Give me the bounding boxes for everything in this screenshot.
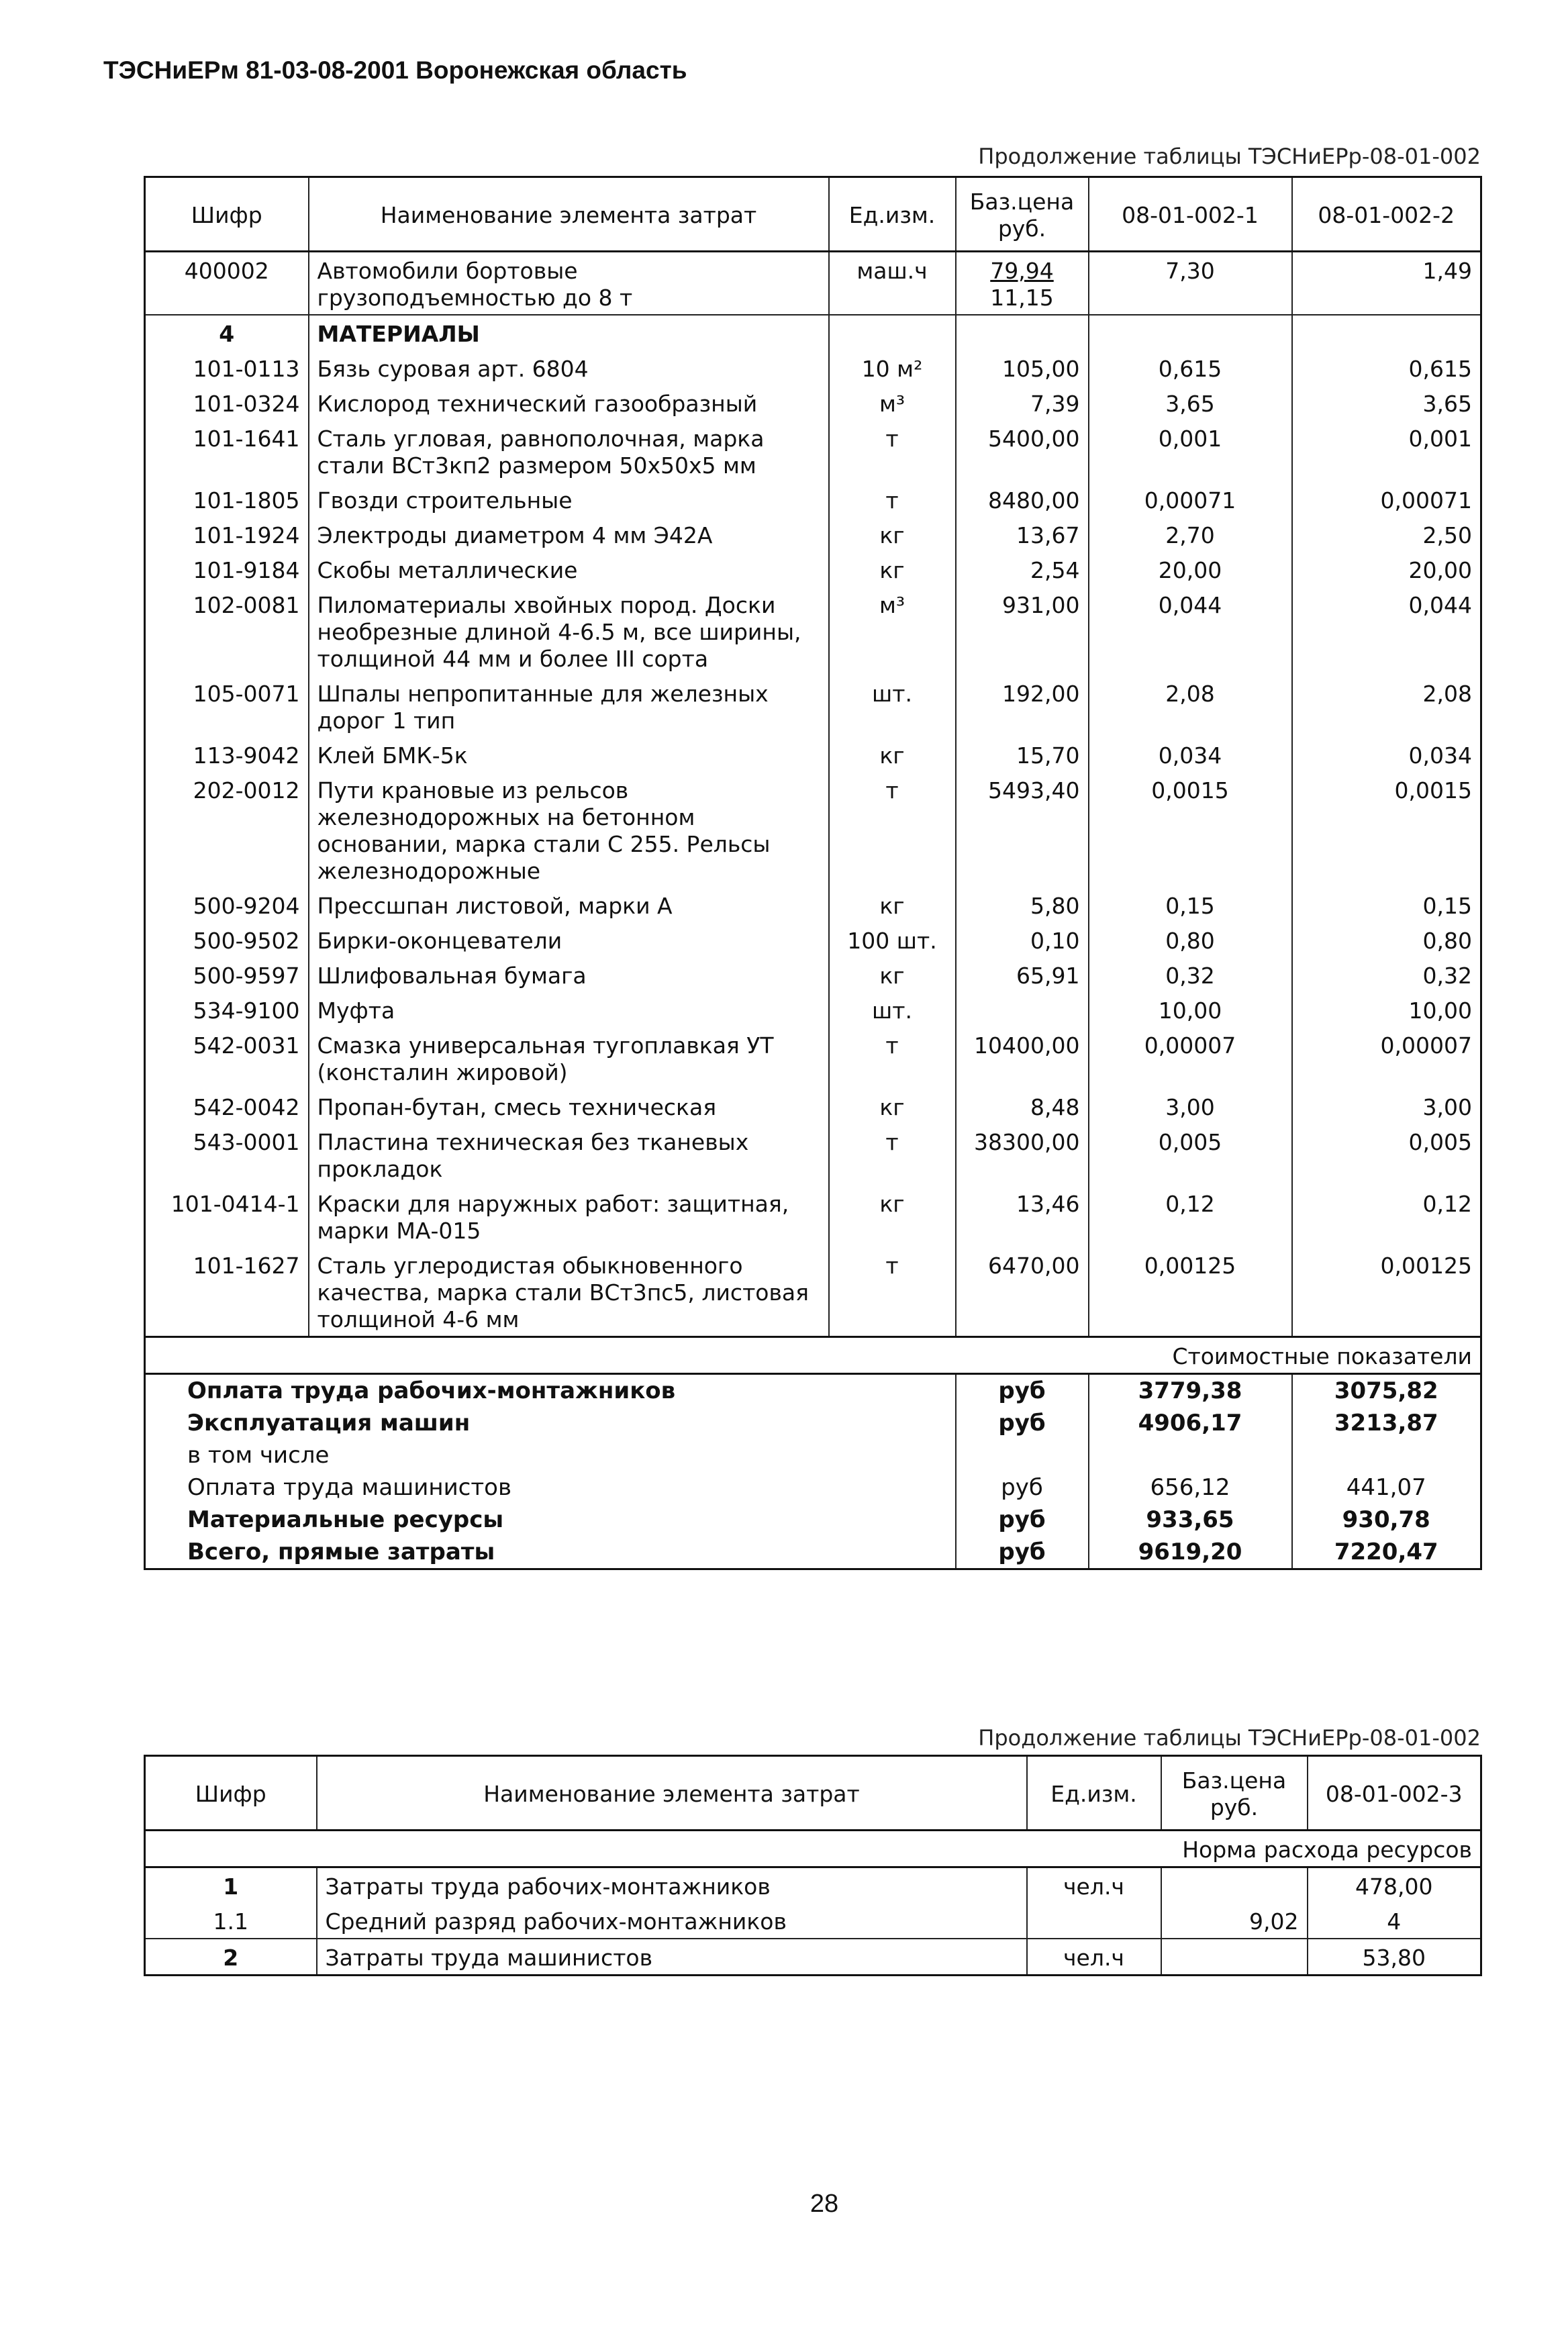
table-header-row bbox=[145, 1756, 1481, 1831]
table-row bbox=[145, 772, 1481, 887]
row-value-2: 2,50 bbox=[1292, 517, 1481, 552]
summary-unit bbox=[956, 1439, 1089, 1471]
row-code: 1 bbox=[145, 1867, 317, 1904]
table-row bbox=[145, 992, 1481, 1027]
row-value-1: 0,80 bbox=[1089, 922, 1292, 957]
row-code: 105-0071 bbox=[145, 675, 309, 737]
row-value-1: 7,30 bbox=[1089, 252, 1292, 315]
summary-label: Эксплуатация машин bbox=[145, 1407, 956, 1439]
row-unit: кг bbox=[829, 552, 956, 587]
row-value-1: 20,00 bbox=[1089, 552, 1292, 587]
row-unit: кг bbox=[829, 1089, 956, 1124]
row-price: 5400,00 bbox=[956, 420, 1089, 482]
row-unit: кг bbox=[829, 1185, 956, 1247]
row-price: 192,00 bbox=[956, 675, 1089, 737]
norm-header: Норма расхода ресурсов bbox=[145, 1831, 1481, 1867]
summary-row bbox=[145, 1439, 1481, 1471]
row-value: 4 bbox=[1308, 1903, 1481, 1939]
summary-value-1 bbox=[1089, 1439, 1292, 1471]
table-row bbox=[145, 675, 1481, 737]
row-code: 542-0031 bbox=[145, 1027, 309, 1089]
table-row bbox=[145, 887, 1481, 922]
row-unit: чел.ч bbox=[1027, 1939, 1161, 1976]
table-header-row bbox=[145, 177, 1481, 252]
summary-label: Материальные ресурсы bbox=[145, 1504, 956, 1536]
row-unit: кг bbox=[829, 887, 956, 922]
cost-header: Стоимостные показатели bbox=[145, 1337, 1481, 1374]
summary-unit: руб bbox=[956, 1471, 1089, 1504]
cost-header-row bbox=[145, 1337, 1481, 1374]
row-name: Шпалы непропитанные для железных дорог 1 тип bbox=[309, 675, 829, 737]
row-name: Скобы металлические bbox=[309, 552, 829, 587]
row-value-2: 0,044 bbox=[1292, 587, 1481, 675]
summary-value-2: 930,78 bbox=[1292, 1504, 1481, 1536]
row-value-1: 0,32 bbox=[1089, 957, 1292, 992]
row-value-1: 2,08 bbox=[1089, 675, 1292, 737]
row-price bbox=[1161, 1867, 1308, 1904]
table-row bbox=[145, 922, 1481, 957]
row-value-2: 0,034 bbox=[1292, 737, 1481, 772]
summary-label: в том числе bbox=[145, 1439, 956, 1471]
row-value-2: 10,00 bbox=[1292, 992, 1481, 1027]
row-price: 13,67 bbox=[956, 517, 1089, 552]
col-header-code: Шифр bbox=[145, 1756, 317, 1831]
row-code: 101-0113 bbox=[145, 350, 309, 385]
row-code: 101-1627 bbox=[145, 1247, 309, 1337]
row-unit: кг bbox=[829, 517, 956, 552]
row-name: Сталь угловая, равнополочная, марка стали ВСт3кп2 размером 50х50х5 мм bbox=[309, 420, 829, 482]
row-unit: 10 м² bbox=[829, 350, 956, 385]
row-price: 9,02 bbox=[1161, 1903, 1308, 1939]
row-name: Пути крановые из рельсов железнодорожных на бетонном основании, марка стали С 255. Рельсы железнодорожные bbox=[309, 772, 829, 887]
summary-value-2: 3213,87 bbox=[1292, 1407, 1481, 1439]
price-labor-value: 11,15 bbox=[990, 285, 1054, 311]
row-unit: т bbox=[829, 1247, 956, 1337]
table-row bbox=[145, 552, 1481, 587]
row-value-1: 0,005 bbox=[1089, 1124, 1292, 1185]
row-name: Муфта bbox=[309, 992, 829, 1027]
row-unit: шт. bbox=[829, 992, 956, 1027]
table-row bbox=[145, 587, 1481, 675]
row-value-2: 0,0015 bbox=[1292, 772, 1481, 887]
row-code: 101-1641 bbox=[145, 420, 309, 482]
row-code: 101-0324 bbox=[145, 385, 309, 420]
row-value-1: 0,044 bbox=[1089, 587, 1292, 675]
summary-unit: руб bbox=[956, 1504, 1089, 1536]
row-price: 7,39 bbox=[956, 385, 1089, 420]
row-value-2: 0,80 bbox=[1292, 922, 1481, 957]
row-value-2: 3,00 bbox=[1292, 1089, 1481, 1124]
summary-value-2: 7220,47 bbox=[1292, 1536, 1481, 1569]
table-row bbox=[145, 385, 1481, 420]
row-name: Средний разряд рабочих-монтажников bbox=[317, 1903, 1027, 1939]
table-continuation-label-2: Продолжение таблицы ТЭСНиЕРр-08-01-002 bbox=[978, 1725, 1481, 1751]
row-code: 500-9204 bbox=[145, 887, 309, 922]
row-value-2: 0,00007 bbox=[1292, 1027, 1481, 1089]
row-name: Бирки-оконцеватели bbox=[309, 922, 829, 957]
row-code: 101-1805 bbox=[145, 482, 309, 517]
page-number: 28 bbox=[810, 2190, 839, 2218]
table-row bbox=[145, 1124, 1481, 1185]
row-price bbox=[956, 992, 1089, 1027]
table-row bbox=[145, 517, 1481, 552]
price-value: 79,94 bbox=[990, 258, 1054, 284]
summary-label: Оплата труда машинистов bbox=[145, 1471, 956, 1504]
summary-value-1: 933,65 bbox=[1089, 1504, 1292, 1536]
row-value-1: 3,65 bbox=[1089, 385, 1292, 420]
summary-unit: руб bbox=[956, 1536, 1089, 1569]
row-name: Шлифовальная бумага bbox=[309, 957, 829, 992]
row-price: 5493,40 bbox=[956, 772, 1089, 887]
summary-unit: руб bbox=[956, 1374, 1089, 1408]
row-code: 101-9184 bbox=[145, 552, 309, 587]
row-price: 931,00 bbox=[956, 587, 1089, 675]
table-row bbox=[145, 1939, 1481, 1976]
row-price: 8,48 bbox=[956, 1089, 1089, 1124]
row-price: 65,91 bbox=[956, 957, 1089, 992]
resource-table bbox=[144, 176, 1482, 1570]
row-value-1: 3,00 bbox=[1089, 1089, 1292, 1124]
row-name: Прессшпан листовой, марки А bbox=[309, 887, 829, 922]
row-unit: т bbox=[829, 772, 956, 887]
summary-value-2: 3075,82 bbox=[1292, 1374, 1481, 1408]
row-unit: 100 шт. bbox=[829, 922, 956, 957]
row-value-1: 2,70 bbox=[1089, 517, 1292, 552]
row-unit: кг bbox=[829, 737, 956, 772]
summary-row bbox=[145, 1504, 1481, 1536]
col-header-unit: Ед.изм. bbox=[829, 177, 956, 252]
row-price: 5,80 bbox=[956, 887, 1089, 922]
row-code: 542-0042 bbox=[145, 1089, 309, 1124]
col-header-name: Наименование элемента затрат bbox=[309, 177, 829, 252]
row-value-2: 0,001 bbox=[1292, 420, 1481, 482]
table-row bbox=[145, 1903, 1481, 1939]
row-value: 478,00 bbox=[1308, 1867, 1481, 1904]
row-value-1: 0,00125 bbox=[1089, 1247, 1292, 1337]
row-name: Кислород технический газообразный bbox=[309, 385, 829, 420]
document-header: ТЭСНиЕРм 81-03-08-2001 Воронежская область bbox=[103, 56, 687, 84]
col-header-variant-1: 08-01-002-1 bbox=[1089, 177, 1292, 252]
row-name: Пластина техническая без тканевых прокладок bbox=[309, 1124, 829, 1185]
row-value-2: 3,65 bbox=[1292, 385, 1481, 420]
row-unit: т bbox=[829, 1124, 956, 1185]
row-unit: м³ bbox=[829, 385, 956, 420]
row-value-1: 0,001 bbox=[1089, 420, 1292, 482]
row-unit: т bbox=[829, 420, 956, 482]
row-name: Краски для наружных работ: защитная, марки МА-015 bbox=[309, 1185, 829, 1247]
table-row bbox=[145, 350, 1481, 385]
row-unit: кг bbox=[829, 957, 956, 992]
row-code: 543-0001 bbox=[145, 1124, 309, 1185]
table-row bbox=[145, 420, 1481, 482]
summary-row bbox=[145, 1407, 1481, 1439]
table-continuation-label: Продолжение таблицы ТЭСНиЕРр-08-01-002 bbox=[978, 144, 1481, 169]
row-value-1: 0,15 bbox=[1089, 887, 1292, 922]
row-name: Затраты труда машинистов bbox=[317, 1939, 1027, 1976]
row-value-2: 1,49 bbox=[1292, 252, 1481, 315]
row-name: Автомобили бортовые грузоподъемностью до 8 т bbox=[309, 252, 829, 315]
col-header-name: Наименование элемента затрат bbox=[317, 1756, 1027, 1831]
row-name: Пиломатериалы хвойных пород. Доски необрезные длиной 4-6.5 м, все ширины, толщиной 44 мм и более III сорта bbox=[309, 587, 829, 675]
row-value-1: 10,00 bbox=[1089, 992, 1292, 1027]
row-value-2: 0,15 bbox=[1292, 887, 1481, 922]
row-value-2: 0,00071 bbox=[1292, 482, 1481, 517]
summary-value-2 bbox=[1292, 1439, 1481, 1471]
row-unit: т bbox=[829, 482, 956, 517]
row-unit bbox=[1027, 1903, 1161, 1939]
row-name: Электроды диаметром 4 мм Э42А bbox=[309, 517, 829, 552]
labor-table bbox=[144, 1755, 1482, 1976]
row-value-2: 0,12 bbox=[1292, 1185, 1481, 1247]
table-row bbox=[145, 957, 1481, 992]
col-header-price: Баз.цена руб. bbox=[956, 177, 1089, 252]
row-unit: м³ bbox=[829, 587, 956, 675]
row-value-2: 2,08 bbox=[1292, 675, 1481, 737]
summary-row bbox=[145, 1374, 1481, 1408]
table-row bbox=[145, 1247, 1481, 1337]
row-code: 500-9597 bbox=[145, 957, 309, 992]
table-row bbox=[145, 1185, 1481, 1247]
row-code: 102-0081 bbox=[145, 587, 309, 675]
row-price bbox=[1161, 1939, 1308, 1976]
row-unit: чел.ч bbox=[1027, 1867, 1161, 1904]
summary-row bbox=[145, 1471, 1481, 1504]
row-name: Гвозди строительные bbox=[309, 482, 829, 517]
row-name: Затраты труда рабочих-монтажников bbox=[317, 1867, 1027, 1904]
summary-value-1: 656,12 bbox=[1089, 1471, 1292, 1504]
row-price: 38300,00 bbox=[956, 1124, 1089, 1185]
summary-row bbox=[145, 1536, 1481, 1569]
machine-row bbox=[145, 252, 1481, 315]
row-value-1: 0,00071 bbox=[1089, 482, 1292, 517]
row-value-2: 0,32 bbox=[1292, 957, 1481, 992]
row-unit: т bbox=[829, 1027, 956, 1089]
row-value-1: 0,12 bbox=[1089, 1185, 1292, 1247]
row-value-2: 0,615 bbox=[1292, 350, 1481, 385]
row-value-2: 0,005 bbox=[1292, 1124, 1481, 1185]
row-code: 101-0414-1 bbox=[145, 1185, 309, 1247]
row-code: 113-9042 bbox=[145, 737, 309, 772]
row-name: Смазка универсальная тугоплавкая УТ (консталин жировой) bbox=[309, 1027, 829, 1089]
row-name: Бязь суровая арт. 6804 bbox=[309, 350, 829, 385]
norm-header-row bbox=[145, 1831, 1481, 1867]
summary-value-2: 441,07 bbox=[1292, 1471, 1481, 1504]
row-value-1: 0,00007 bbox=[1089, 1027, 1292, 1089]
row-value-1: 0,615 bbox=[1089, 350, 1292, 385]
row-name: Клей БМК-5к bbox=[309, 737, 829, 772]
summary-value-1: 4906,17 bbox=[1089, 1407, 1292, 1439]
row-value-2: 20,00 bbox=[1292, 552, 1481, 587]
row-price: 13,46 bbox=[956, 1185, 1089, 1247]
row-value: 53,80 bbox=[1308, 1939, 1481, 1976]
row-price: 8480,00 bbox=[956, 482, 1089, 517]
row-value-2: 0,00125 bbox=[1292, 1247, 1481, 1337]
row-code: 2 bbox=[145, 1939, 317, 1976]
row-price: 15,70 bbox=[956, 737, 1089, 772]
section-row bbox=[145, 315, 1481, 350]
row-value-1: 0,0015 bbox=[1089, 772, 1292, 887]
row-price: 105,00 bbox=[956, 350, 1089, 385]
row-price bbox=[956, 252, 1089, 315]
summary-label: Оплата труда рабочих-монтажников bbox=[145, 1374, 956, 1408]
section-number: 4 bbox=[145, 315, 309, 350]
col-header-unit: Ед.изм. bbox=[1027, 1756, 1161, 1831]
col-header-variant-3: 08-01-002-3 bbox=[1308, 1756, 1481, 1831]
summary-value-1: 9619,20 bbox=[1089, 1536, 1292, 1569]
table-row bbox=[145, 737, 1481, 772]
summary-label: Всего, прямые затраты bbox=[145, 1536, 956, 1569]
col-header-price: Баз.цена руб. bbox=[1161, 1756, 1308, 1831]
table-row bbox=[145, 482, 1481, 517]
row-code: 101-1924 bbox=[145, 517, 309, 552]
table-row bbox=[145, 1867, 1481, 1904]
row-code: 1.1 bbox=[145, 1903, 317, 1939]
summary-unit: руб bbox=[956, 1407, 1089, 1439]
row-price: 0,10 bbox=[956, 922, 1089, 957]
row-code: 202-0012 bbox=[145, 772, 309, 887]
row-value-1: 0,034 bbox=[1089, 737, 1292, 772]
row-name: Пропан-бутан, смесь техническая bbox=[309, 1089, 829, 1124]
row-price: 6470,00 bbox=[956, 1247, 1089, 1337]
summary-value-1: 3779,38 bbox=[1089, 1374, 1292, 1408]
col-header-code: Шифр bbox=[145, 177, 309, 252]
row-name: Сталь углеродистая обыкновенного качества, марка стали ВСт3пс5, листовая толщиной 4-6 мм bbox=[309, 1247, 829, 1337]
table-row bbox=[145, 1027, 1481, 1089]
row-price: 10400,00 bbox=[956, 1027, 1089, 1089]
table-row bbox=[145, 1089, 1481, 1124]
row-code: 500-9502 bbox=[145, 922, 309, 957]
row-unit: маш.ч bbox=[829, 252, 956, 315]
col-header-variant-2: 08-01-002-2 bbox=[1292, 177, 1481, 252]
row-code: 400002 bbox=[145, 252, 309, 315]
section-title: МАТЕРИАЛЫ bbox=[309, 315, 829, 350]
row-code: 534-9100 bbox=[145, 992, 309, 1027]
row-unit: шт. bbox=[829, 675, 956, 737]
row-price: 2,54 bbox=[956, 552, 1089, 587]
